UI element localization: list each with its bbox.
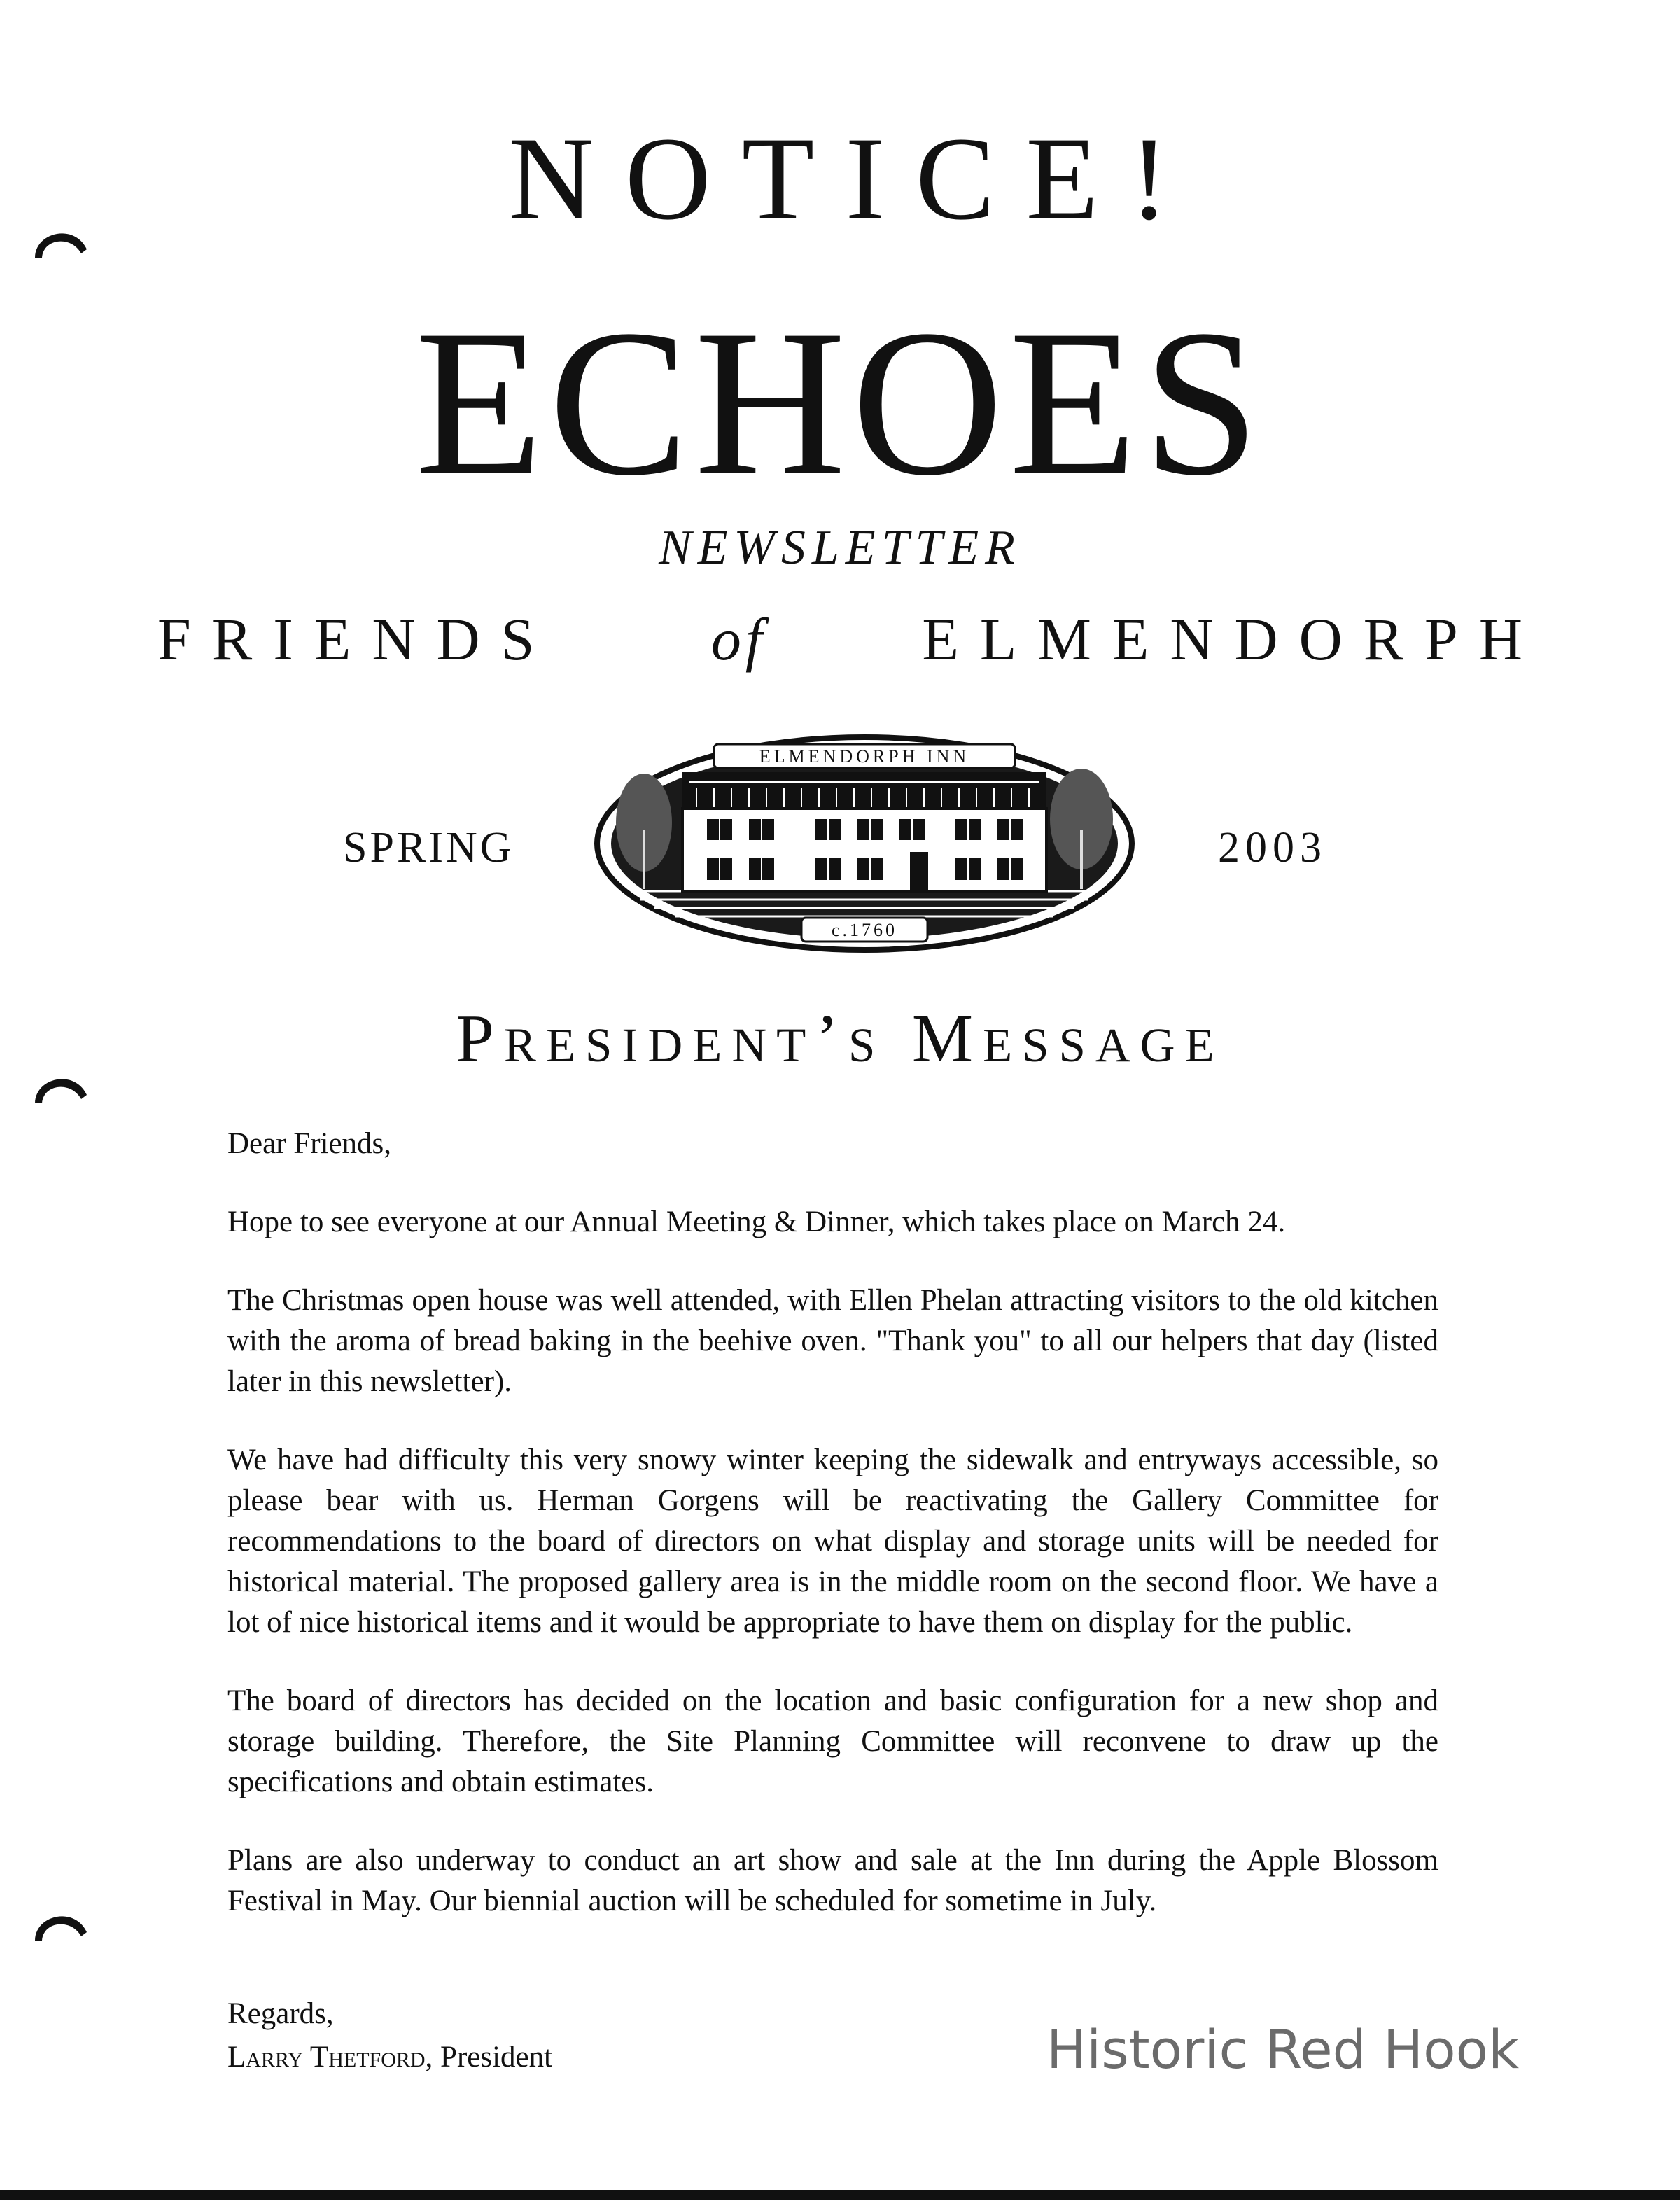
section-heading: President’s Message — [456, 1001, 1224, 1077]
logo-bottom-label: c.1760 — [831, 920, 898, 940]
watermark: Historic Red Hook — [1046, 2018, 1520, 2081]
org-word-elmendorph: ELMENDORPH — [922, 606, 1544, 673]
message-body — [227, 1124, 1438, 1959]
paragraph: Plans are also underway to conduct an art show and sale at the Inn during the Apple Blossom Festival in May. Our biennial auction will be scheduled for sometime in July. — [227, 1844, 1438, 1917]
newsletter-title: ECHOES — [414, 286, 1266, 519]
signer-title: , President — [425, 2041, 553, 2074]
organization-name — [158, 606, 1544, 673]
paragraph: The board of directors has decided on the location and basic configuration for a new shop and storage building. Therefore, the Site Planning Committee will reconvene to draw up the specifications and obtain estimates. — [227, 1684, 1438, 1798]
punch-hole-bottom — [32, 1908, 90, 1942]
paragraph: We have had difficulty this very snowy winter keeping the sidewalk and entryways accessible, so please bear with us. Herman Gorgens will be reactivating the Gallery Committee for recommendations to the board of directors on what display and storage units will be needed for historical material. The proposed gallery area is in the middle room on the second floor. We have a lot of nice historical items and it would be appropriate to have them on display for the public. — [227, 1444, 1438, 1639]
issue-season: SPRING — [343, 824, 514, 872]
signer-name: Larry Thetford — [227, 2041, 426, 2074]
punch-hole-middle — [32, 1071, 90, 1105]
signature-block — [227, 1992, 552, 2079]
notice-heading: NOTICE! — [508, 113, 1200, 244]
closing: Regards, — [227, 1997, 334, 2030]
paragraph: The Christmas open house was well attended, with Ellen Phelan attracting visitors to the old kitchen with the aroma of bread baking in the beehive oven. "Thank you" to all our helpers that day (listed later in this newsletter). — [227, 1284, 1438, 1398]
paragraph: Hope to see everyone at our Annual Meeting & Dinner, which takes place on March 24. — [227, 1206, 1286, 1238]
org-word-of: of — [710, 606, 766, 673]
elmendorph-inn-logo — [592, 732, 1138, 956]
newsletter-subtitle: NEWSLETTER — [659, 521, 1021, 575]
issue-year: 2003 — [1218, 824, 1327, 872]
org-word-friends: FRIENDS — [158, 606, 556, 673]
logo-top-label: ELMENDORPH INN — [759, 746, 970, 767]
salutation: Dear Friends, — [227, 1127, 392, 1160]
signer — [227, 2036, 552, 2079]
bottom-rule — [0, 2190, 1680, 2200]
